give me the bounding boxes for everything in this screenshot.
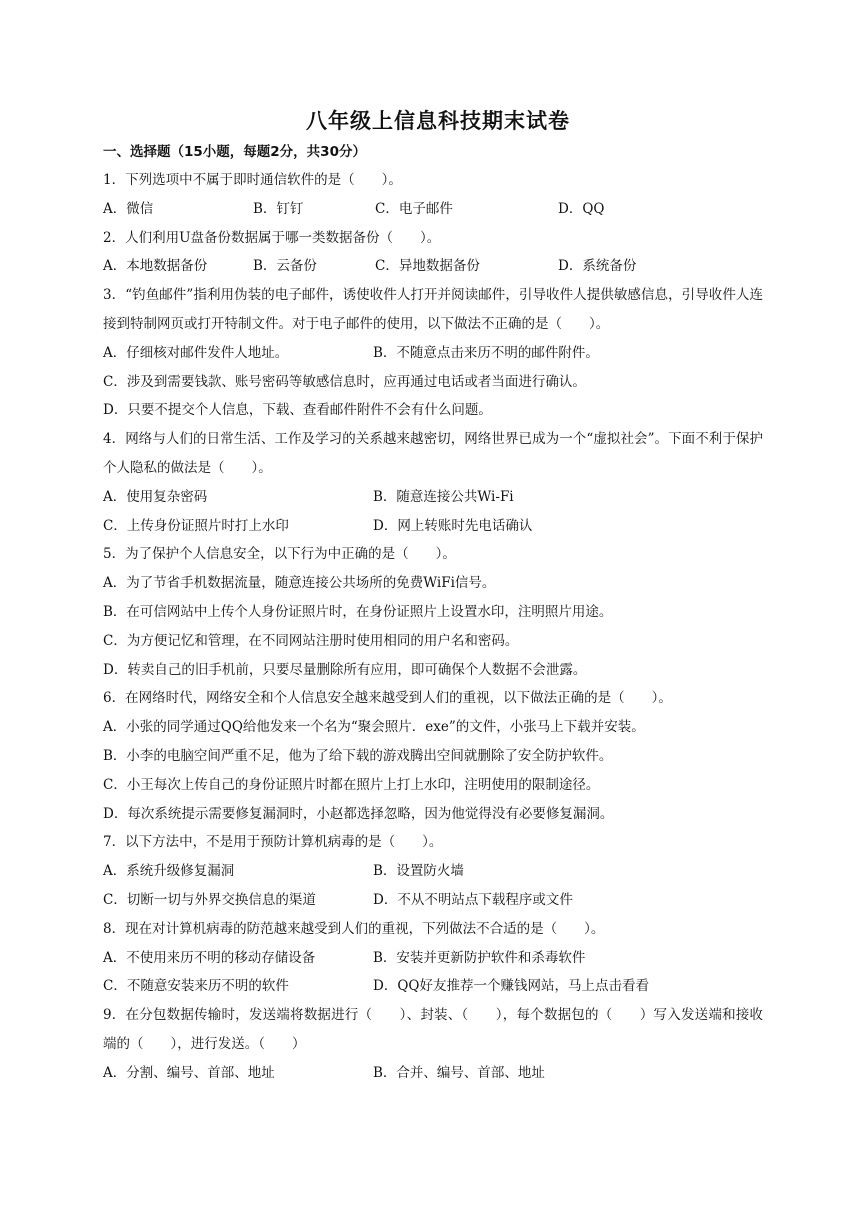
q1-option-b: B．钉钉: [253, 200, 304, 217]
question-7-stem: 7．以下方法中，不是用于预防计算机病毒的是（ ）。: [103, 834, 443, 851]
q5-option-a: A．为了节省手机数据流量，随意连接公共场所的免费WiFi信号。: [103, 575, 496, 592]
question-1-options: [103, 195, 763, 224]
question-5-stem: 5．为了保护个人信息安全，以下行为中正确的是（ ）。: [103, 546, 456, 563]
q3-option-a: A．仔细核对邮件发件人地址。: [103, 344, 289, 361]
q4-option-d: D．网上转账时先电话确认: [373, 517, 533, 534]
question-4-stem: 4．网络与人们的日常生活、工作及学习的关系越来越密切，网络世界已成为一个“虚拟社会”。下面不利于保护个人隐私的做法是（ ）。: [103, 431, 763, 476]
q1-option-c: C．电子邮件: [375, 200, 453, 217]
question-1-stem: 1．下列选项中不属于即时通信软件的是（ ）。: [103, 172, 402, 188]
q3-option-d: D．只要不提交个人信息，下载、查看邮件附件不会有什么问题。: [103, 402, 492, 419]
q4-option-c: C．上传身份证照片时打上水印: [103, 517, 289, 534]
q7-option-b: B．设置防火墙: [373, 863, 464, 880]
q6-option-a: A．小张的同学通过QQ给他发来一个名为“聚会照片．exe”的文件，小张马上下载并安装。: [103, 719, 645, 736]
question-8-options-cd: [103, 972, 763, 1001]
q3-option-b: B．不随意点击来历不明的邮件附件。: [373, 344, 599, 361]
q9-option-b: B．合并、编号、首部、地址: [373, 1064, 545, 1081]
q9-option-a: A．分割、编号、首部、地址: [103, 1064, 275, 1081]
q6-option-d: D．每次系统提示需要修复漏洞时，小赵都选择忽略，因为他觉得没有必要修复漏洞。: [103, 805, 614, 822]
q2-option-d: D．系统备份: [558, 258, 637, 275]
q8-option-b: B．安装并更新防护软件和杀毒软件: [373, 949, 586, 966]
question-8-options-ab: [103, 944, 763, 973]
q1-option-d: D．QQ: [558, 200, 605, 217]
question-9-options-ab: [103, 1059, 763, 1088]
q3-option-c: C．涉及到需要钱款、账号密码等敏感信息时，应再通过电话或者当面进行确认。: [103, 373, 586, 390]
question-2-stem: 2．人们利用U盘备份数据属于哪一类数据备份（ ）。: [103, 229, 441, 246]
question-2-options: [103, 252, 763, 281]
q2-option-a: A．本地数据备份: [103, 258, 208, 275]
q5-option-c: C．为方便记忆和管理，在不同网站注册时使用相同的用户名和密码。: [103, 632, 519, 649]
q5-option-b: B．在可信网站中上传个人身份证照片时，在身份证照片上设置水印，注明照片用途。: [103, 603, 613, 620]
question-3-options-ab: [103, 339, 763, 368]
question-3-stem: 3．“钓鱼邮件”指利用伪装的电子邮件，诱使收件人打开并阅读邮件，引导收件人提供敏感信息，引导收件人连接到特制网页或打开特制文件。对于电子邮件的使用，以下做法不正确的是（ ）。: [103, 287, 763, 332]
q4-option-b: B．随意连接公共Wi-Fi: [373, 488, 514, 505]
q4-option-a: A．使用复杂密码: [103, 488, 208, 505]
q5-option-d: D．转卖自己的旧手机前，只要尽量删除所有应用，即可确保个人数据不会泄露。: [103, 661, 587, 678]
q8-option-a: A．不使用来历不明的移动存储设备: [103, 949, 316, 966]
q8-option-c: C．不随意安装来历不明的软件: [103, 978, 289, 995]
q8-option-d: D．QQ好友推荐一个赚钱网站，马上点击看看: [373, 978, 649, 995]
question-9-stem: 9．在分包数据传输时，发送端将数据进行（ ）、封装、（ ），每个数据包的（ ）写入发送端和接收端的（ ），进行发送。（ ）: [103, 1007, 763, 1052]
q1-option-a: A．微信: [103, 200, 154, 217]
question-8-stem: 8．现在对计算机病毒的防范越来越受到人们的重视，下列做法不合适的是（ ）。: [103, 920, 605, 937]
q7-option-a: A．系统升级修复漏洞: [103, 863, 235, 880]
question-4-options-ab: [103, 483, 763, 512]
q2-option-c: C．异地数据备份: [375, 258, 480, 275]
question-7-options-cd: [103, 886, 763, 915]
q6-option-c: C．小王每次上传自己的身份证照片时都在照片上打上水印，注明使用的限制途径。: [103, 776, 600, 793]
q2-option-b: B．云备份: [253, 258, 317, 275]
q7-option-d: D．不从不明站点下载程序或文件: [373, 891, 573, 908]
exam-page: [103, 104, 763, 1088]
q6-option-b: B．小李的电脑空间严重不足，他为了给下载的游戏腾出空间就删除了安全防护软件。: [103, 747, 613, 764]
section-heading: 一、选择题（15小题，每题2分，共30分）: [103, 144, 366, 160]
question-6-stem: 6．在网络时代，网络安全和个人信息安全越来越受到人们的重视，以下做法正确的是（ ）。: [103, 690, 672, 707]
question-7-options-ab: [103, 857, 763, 886]
question-4-options-cd: [103, 512, 763, 541]
q7-option-c: C．切断一切与外界交换信息的渠道: [103, 891, 316, 908]
exam-title: 八年级上信息科技期末试卷: [306, 108, 570, 133]
